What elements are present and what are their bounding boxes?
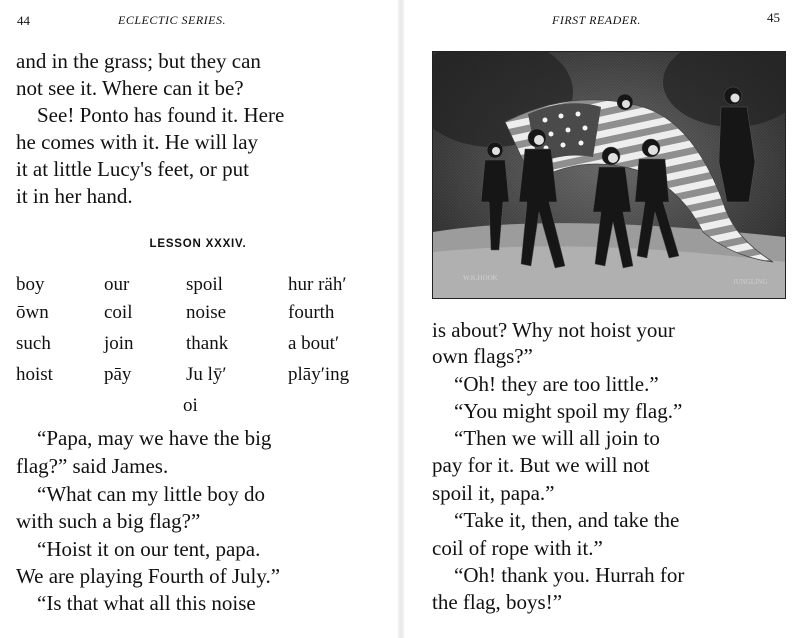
- vocab-word: boy: [16, 274, 45, 295]
- left-page: [0, 0, 396, 638]
- vocab-word: pāy: [104, 364, 132, 385]
- engraving-illustration: [432, 51, 786, 299]
- engraver-signature-left: W.K.HOOK: [463, 274, 498, 282]
- right-page: [408, 0, 802, 638]
- vocab-word: noise: [186, 302, 227, 323]
- engraver-signature-right: JUNGLING: [733, 278, 768, 286]
- running-head: FIRST READER.: [552, 13, 641, 27]
- vocab-word: join: [104, 333, 134, 354]
- vocab-word: a bout′: [288, 333, 340, 354]
- text-line: own flags?”: [432, 344, 533, 368]
- text-line: pay for it. But we will not: [432, 453, 650, 477]
- text-line: “Hoist it on our tent, papa.: [37, 537, 261, 561]
- vocab-sound: oi: [183, 395, 198, 416]
- vocab-word: ōwn: [16, 302, 49, 323]
- text-line: is about? Why not hoist your: [432, 318, 675, 342]
- vocab-word: plāy′ing: [288, 364, 350, 385]
- text-line: spoil it, papa.”: [432, 481, 555, 505]
- text-line: “You might spoil my flag.”: [454, 399, 683, 423]
- text-line: with such a big flag?”: [16, 509, 201, 533]
- text-line: he comes with it. He will lay: [16, 130, 259, 154]
- text-line: “Is that what all this noise: [37, 591, 256, 615]
- text-line: See! Ponto has found it. Here: [37, 103, 285, 127]
- vocab-word: coil: [104, 302, 133, 323]
- page-number: 45: [767, 10, 780, 25]
- vocab-word: our: [104, 274, 130, 295]
- text-line: “Papa, may we have the big: [37, 426, 272, 450]
- text-line: coil of rope with it.”: [432, 536, 603, 560]
- text-line: “Take it, then, and take the: [454, 508, 680, 532]
- text-line: We are playing Fourth of July.”: [16, 564, 281, 588]
- text-line: flag?” said James.: [16, 454, 169, 478]
- page-number: 44: [17, 13, 30, 28]
- text-line: the flag, boys!”: [432, 590, 563, 614]
- text-line: “Oh! thank you. Hurrah for: [454, 563, 685, 587]
- text-line: it at little Lucy's feet, or put: [16, 157, 249, 181]
- text-line: it in her hand.: [16, 184, 133, 208]
- lesson-title: LESSON XXXIV.: [149, 238, 247, 250]
- vocab-word: fourth: [288, 302, 335, 323]
- text-line: and in the grass; but they can: [16, 49, 261, 73]
- vocab-word: hoist: [16, 364, 53, 385]
- text-line: “Then we will all join to: [454, 426, 660, 450]
- vocab-word: hur räh′: [288, 274, 347, 295]
- book-gutter: [398, 0, 404, 638]
- vocab-word: such: [16, 333, 51, 354]
- text-line: “Oh! they are too little.”: [454, 372, 659, 396]
- vocab-word: spoil: [186, 274, 223, 295]
- text-line: not see it. Where can it be?: [16, 76, 244, 100]
- text-line: “What can my little boy do: [37, 482, 266, 506]
- boys-with-flag-engraving: [433, 52, 785, 298]
- running-head: ECLECTIC SERIES.: [118, 13, 227, 27]
- vocab-word: thank: [186, 333, 229, 354]
- vocab-word: Ju lȳ′: [186, 364, 227, 385]
